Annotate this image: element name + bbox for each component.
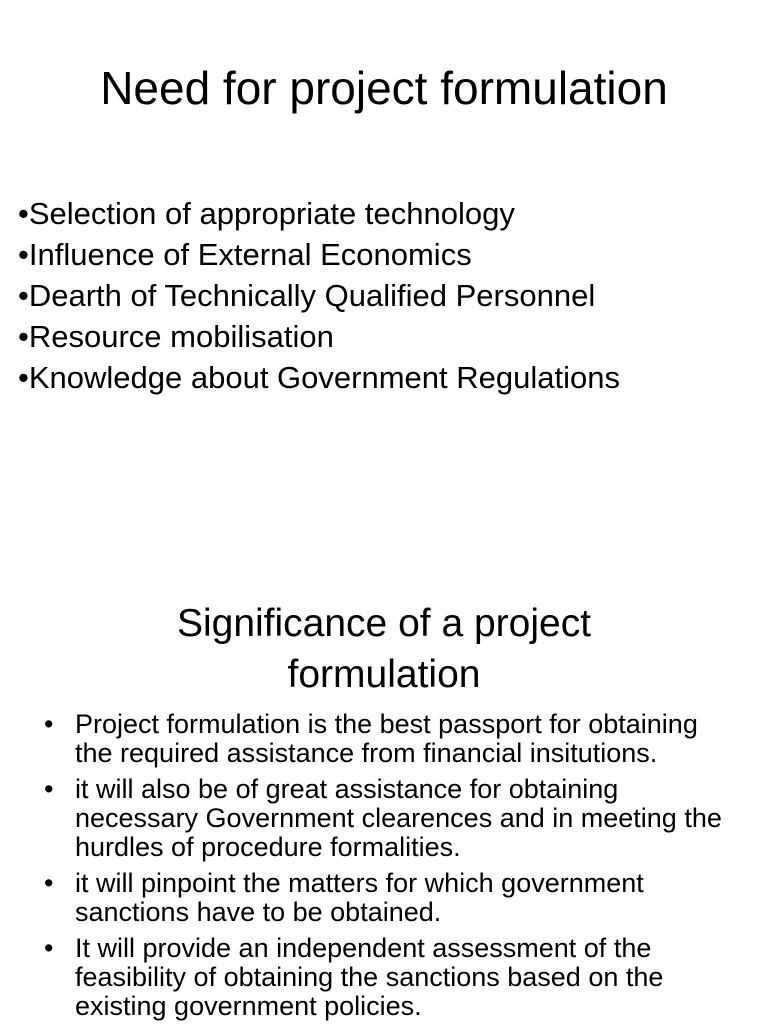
bullet-icon: • <box>44 709 54 739</box>
list-item <box>44 775 734 862</box>
list-item-text: it will pinpoint the matters for which government sanctions have to be obtained. <box>75 868 644 927</box>
list-item: •Selection of appropriate technology <box>18 196 515 231</box>
list-item-text: It will provide an independent assessment of the feasibility of obtaining the sanctions based on the existing government policies. <box>75 933 664 1021</box>
bullet-icon: • <box>44 774 54 804</box>
bullet-icon: • <box>44 933 54 963</box>
bullet-icon: • <box>44 868 54 898</box>
slide-title-line: Significance of a project <box>176 602 592 645</box>
bullet-list <box>18 193 620 398</box>
list-item <box>44 710 734 768</box>
list-item: •Resource mobilisation <box>18 319 334 354</box>
slide-title-line: formulation <box>287 653 481 696</box>
list-item: •Influence of External Economics <box>18 237 472 272</box>
list-item <box>44 934 734 1021</box>
bullet-list <box>44 710 734 1024</box>
list-item <box>44 869 734 927</box>
slide-title: Need for project formulation <box>100 62 668 114</box>
list-item: •Knowledge about Government Regulations <box>18 360 620 395</box>
list-item-text: it will also be of great assistance for obtaining necessary Government clearences and in meeting the hurdles of procedure formalities. <box>75 774 722 862</box>
slide-title <box>0 598 768 700</box>
list-item: •Dearth of Technically Qualified Personnel <box>18 278 596 313</box>
list-item-text: Project formulation is the best passport for obtaining the required assistance from financial insitutions. <box>75 709 698 768</box>
slide-significance-of-project-formulation <box>0 512 768 1024</box>
